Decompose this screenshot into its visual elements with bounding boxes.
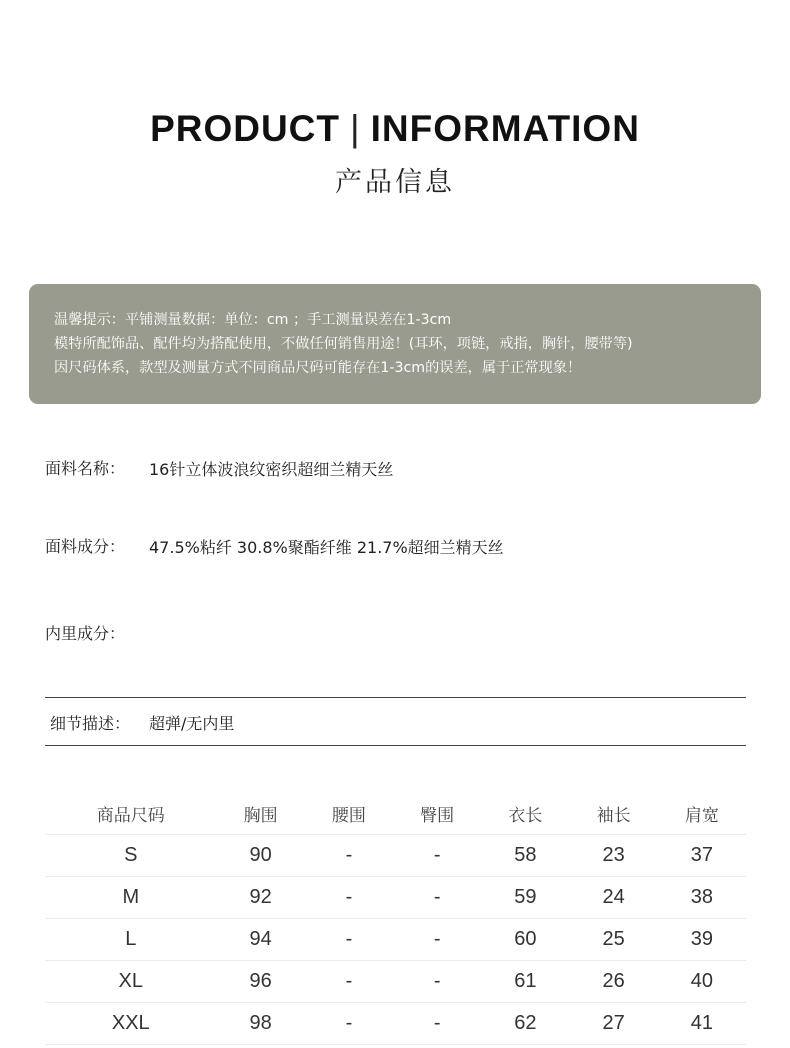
header-chest: 胸围: [243, 805, 278, 826]
lining-label: 内里成分：: [45, 624, 126, 643]
cell-chest: 90: [217, 835, 305, 877]
cell-size: XL: [45, 961, 217, 1003]
cell-waist: -: [305, 877, 393, 919]
size-table-header-row: [45, 792, 746, 835]
notice-line: 温馨提示：平铺测量数据：单位：cm ；手工测量误差在1-3cm: [54, 312, 452, 328]
header-waist: 腰围: [331, 805, 366, 826]
cell-chest: 96: [217, 961, 305, 1003]
cell-length: 61: [481, 961, 569, 1003]
cell-chest: 94: [217, 919, 305, 961]
title-separator: |: [350, 108, 361, 149]
cell-sleeve: 26: [570, 961, 658, 1003]
notice-line: 模特所配饰品、配件均为搭配使用，不做任何销售用途！(耳环，项链，戒指，胸针，腰带等): [54, 336, 633, 352]
cell-length: 60: [481, 919, 569, 961]
cell-size: XXL: [45, 1003, 217, 1045]
page-title-cn: 产品信息: [335, 167, 455, 198]
cell-shoulder: 38: [658, 877, 746, 919]
cell-sleeve: 24: [570, 877, 658, 919]
cell-sleeve: 27: [570, 1003, 658, 1045]
page-title-en: [0, 108, 790, 150]
table-row: [45, 877, 746, 919]
table-row: [45, 919, 746, 961]
fabric-name-label: 面料名称：: [45, 459, 126, 478]
cell-chest: 98: [217, 1003, 305, 1045]
header-hip: 臀围: [420, 805, 455, 826]
cell-shoulder: 41: [658, 1003, 746, 1045]
cell-length: 58: [481, 835, 569, 877]
cell-size: S: [45, 835, 217, 877]
fabric-composition-value: 47.5%粘纤 30.8%聚酯纤维 21.7%超细兰精天丝: [149, 538, 504, 557]
title-product: PRODUCT: [150, 108, 341, 149]
cell-shoulder: 39: [658, 919, 746, 961]
cell-shoulder: 40: [658, 961, 746, 1003]
divider-bottom: [45, 745, 746, 746]
cell-size: M: [45, 877, 217, 919]
size-table: [45, 792, 746, 1045]
cell-hip: -: [393, 919, 481, 961]
notice-box: [29, 284, 761, 404]
cell-size: L: [45, 919, 217, 961]
divider-top: [45, 697, 746, 698]
cell-hip: -: [393, 877, 481, 919]
cell-waist: -: [305, 919, 393, 961]
header-sleeve: 袖长: [596, 805, 631, 826]
header-length: 衣长: [508, 805, 543, 826]
fabric-composition-label: 面料成分：: [45, 537, 126, 556]
detail-description-label: 细节描述：: [50, 714, 131, 733]
table-row: [45, 835, 746, 877]
header-size: 商品尺码: [96, 805, 165, 826]
cell-sleeve: 23: [570, 835, 658, 877]
cell-shoulder: 37: [658, 835, 746, 877]
table-row: [45, 1003, 746, 1045]
detail-description-value: 超弹/无内里: [149, 714, 235, 733]
cell-hip: -: [393, 961, 481, 1003]
title-information: INFORMATION: [370, 108, 640, 149]
fabric-name-value: 16针立体波浪纹密织超细兰精天丝: [149, 460, 394, 479]
header-shoulder: 肩宽: [684, 805, 719, 826]
cell-chest: 92: [217, 877, 305, 919]
table-row: [45, 961, 746, 1003]
cell-waist: -: [305, 1003, 393, 1045]
cell-sleeve: 25: [570, 919, 658, 961]
cell-waist: -: [305, 835, 393, 877]
cell-length: 59: [481, 877, 569, 919]
cell-length: 62: [481, 1003, 569, 1045]
cell-waist: -: [305, 961, 393, 1003]
cell-hip: -: [393, 835, 481, 877]
notice-line: 因尺码体系，款型及测量方式不同商品尺码可能存在1-3cm的误差，属于正常现象！: [54, 360, 582, 376]
cell-hip: -: [393, 1003, 481, 1045]
